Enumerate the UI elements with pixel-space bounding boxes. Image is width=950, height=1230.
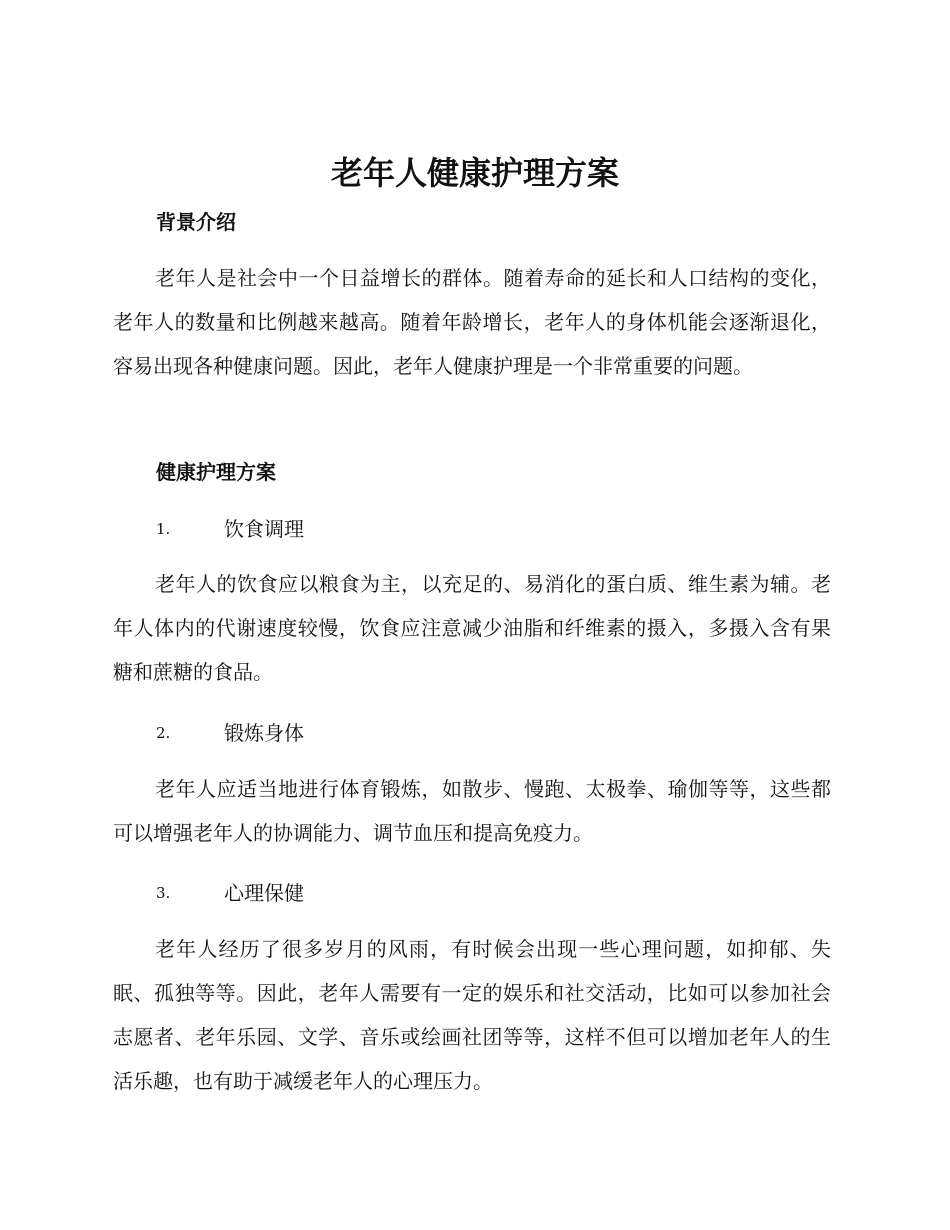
- section-heading-background: 背景介绍: [156, 210, 236, 234]
- diet-paragraph: 老年人的饮食应以粮食为主，以充足的、易消化的蛋白质、维生素为辅。老年人体内的代谢速度较慢，饮食应注意减少油脂和纤维素的摄入，多摄入含有果糖和蔗糖的食品。: [113, 572, 831, 684]
- list-item-label: 心理保健: [224, 881, 304, 905]
- mental-health-paragraph: 老年人经历了很多岁月的风雨，有时候会出现一些心理问题，如抑郁、失眠、孤独等等。因此，老年人需要有一定的娱乐和社交活动，比如可以参加社会志愿者、老年乐园、文学、音乐或绘画社团等等，这样不但可以增加老年人的生活乐趣，也有助于减缓老年人的心理压力。: [113, 937, 831, 1093]
- exercise-paragraph: 老年人应适当地进行体育锻炼，如散步、慢跑、太极拳、瑜伽等等，这些都可以增强老年人的协调能力、调节血压和提高免疫力。: [113, 777, 831, 845]
- list-item-number: 1.: [156, 520, 171, 538]
- list-item-label: 锻炼身体: [224, 721, 304, 745]
- document-title: 老年人健康护理方案: [330, 154, 619, 192]
- background-paragraph: 老年人是社会中一个日益增长的群体。随着寿命的延长和人口结构的变化，老年人的数量和比例越来越高。随着年龄增长，老年人的身体机能会逐渐退化，容易出现各种健康问题。因此，老年人健康护理是一个非常重要的问题。: [113, 266, 831, 378]
- section-heading-care-plan: 健康护理方案: [156, 460, 276, 484]
- list-item-number: 3.: [156, 884, 171, 902]
- list-item-number: 2.: [156, 724, 171, 742]
- list-item-label: 饮食调理: [224, 517, 304, 541]
